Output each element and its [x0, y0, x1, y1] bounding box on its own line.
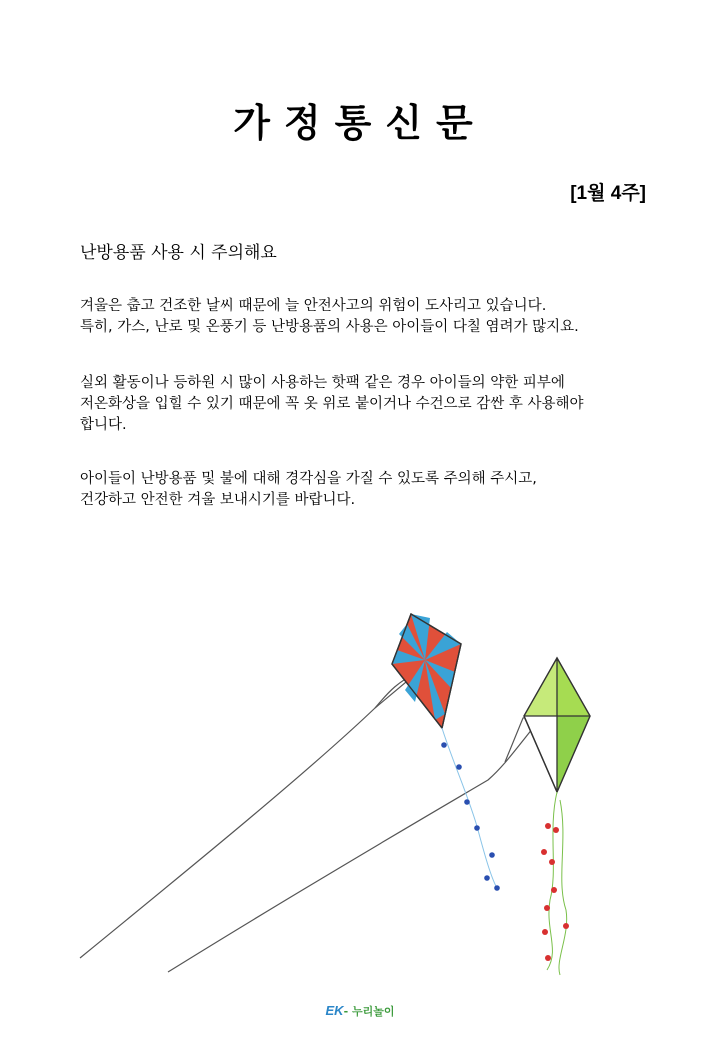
paragraph-line: 겨울은 춥고 건조한 날씨 때문에 늘 안전사고의 위험이 도사리고 있습니다.: [80, 298, 547, 314]
kites-illustration: [0, 590, 720, 990]
kite-2: [524, 658, 590, 792]
brand-logo: [0, 1003, 720, 1019]
paragraph-line: 특히, 가스, 난로 및 온풍기 등 난방용품의 사용은 아이들이 다칠 염려가 많지요.: [80, 319, 579, 335]
paragraph-line: 아이들이 난방용품 및 불에 대해 경각심을 가질 수 있도록 주의해 주시고,: [80, 471, 537, 487]
paragraph-line: 합니다.: [80, 417, 127, 433]
week-label: [1월 4주]: [570, 183, 646, 204]
section-subtitle: 난방용품 사용 시 주의해요: [80, 243, 277, 263]
kite2-tail-bows: [541, 823, 569, 961]
paragraph-line: 저온화상을 입힐 수 있기 때문에 꼭 옷 위로 붙이거나 수건으로 감싼 후 사용해야: [80, 396, 584, 412]
kite1-string: [80, 672, 418, 958]
kite-1: [392, 614, 461, 728]
kite1-tail-bows: [441, 742, 500, 891]
kite2-string: [168, 713, 545, 972]
paragraph-winter-safety: [80, 296, 660, 338]
paragraph-closing: [80, 469, 660, 511]
page-title: 가정통신문: [233, 101, 487, 145]
logo-text: - 누리놀이: [343, 1005, 395, 1018]
paragraph-line: 실외 활동이나 등하원 시 많이 사용하는 핫팩 같은 경우 아이들의 약한 피부에: [80, 375, 565, 391]
logo-mark: EK: [325, 1003, 344, 1018]
paragraph-hotpack: [80, 373, 660, 436]
paragraph-line: 건강하고 안전한 겨울 보내시기를 바랍니다.: [80, 492, 356, 508]
